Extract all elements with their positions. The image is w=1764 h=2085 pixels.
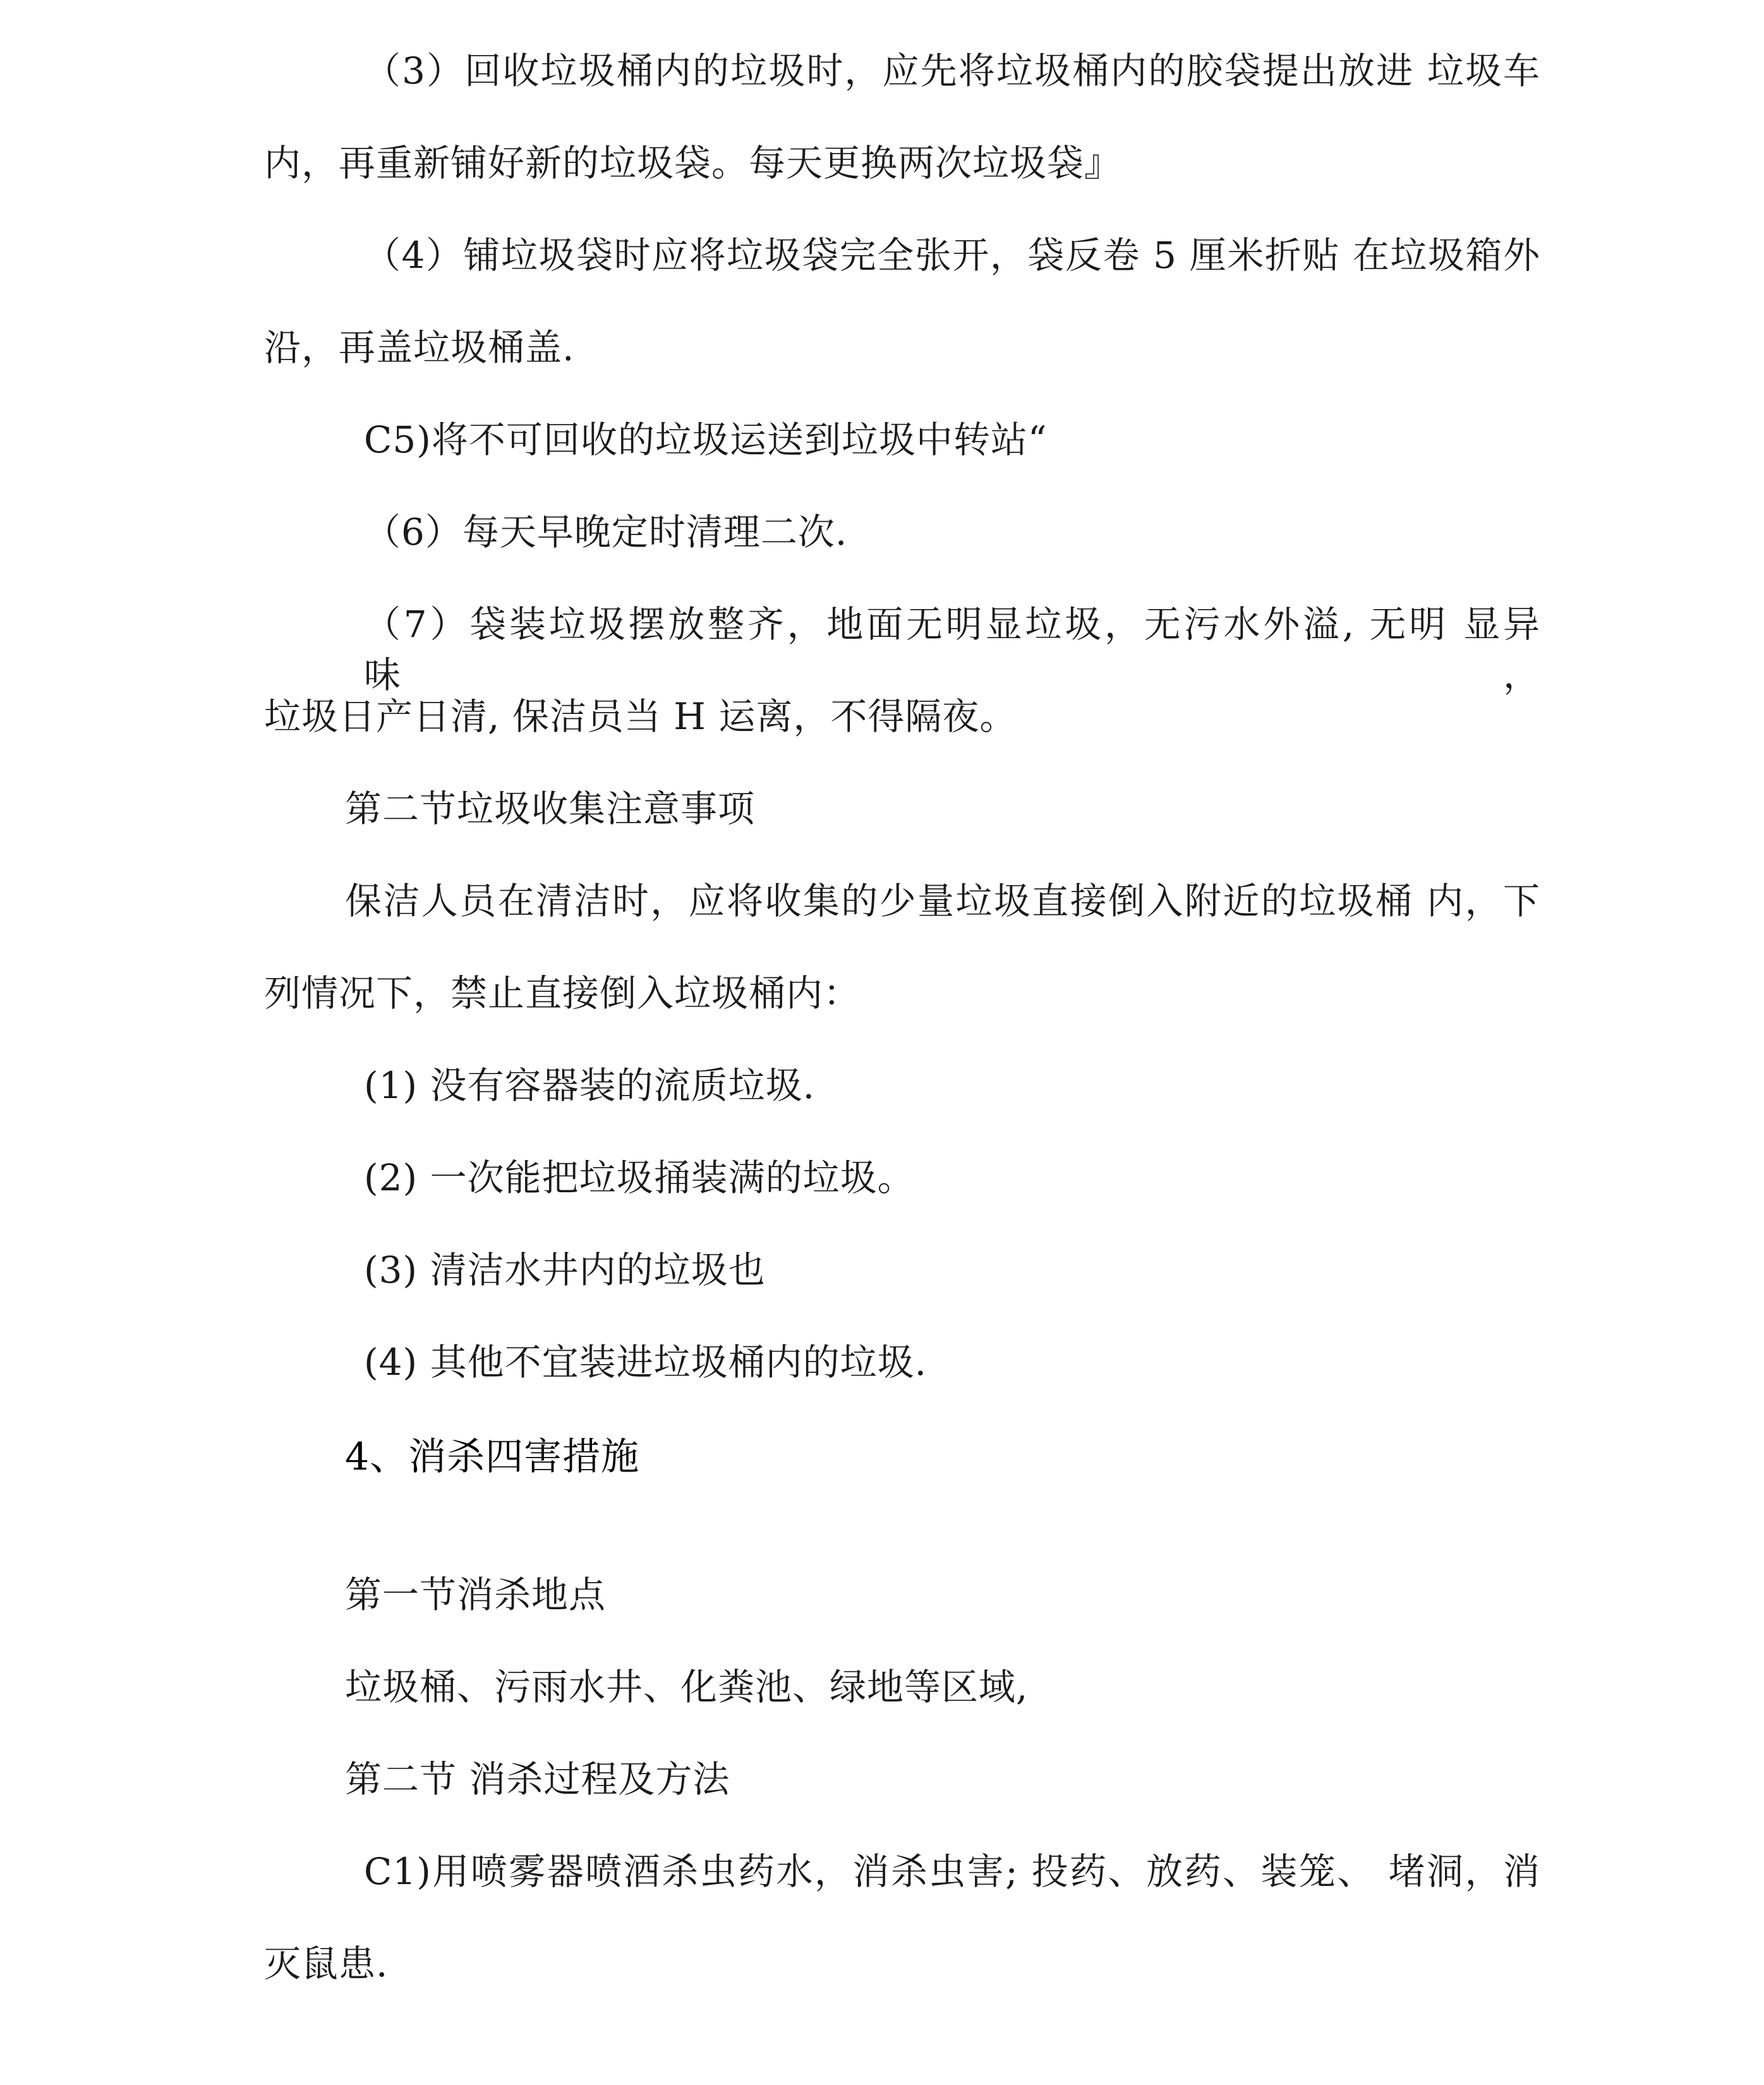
- section-heading: 第二节 消杀过程及方法: [345, 1758, 730, 1801]
- list-item: (1) 没有容器装的流质垃圾.: [364, 1064, 816, 1107]
- paragraph-line: 保洁人员在清洁时，应将收集的少量垃圾直接倒入附近的垃圾桶 内，下: [345, 879, 1540, 922]
- paragraph-line: 沿，再盖垃圾桶盖.: [264, 326, 575, 369]
- paragraph-line: （3）回收垃圾桶内的垃圾时，应先将垃圾桶内的胶袋提出放进 垃圾车: [364, 49, 1540, 92]
- section-heading: 第一节消杀地点: [345, 1573, 607, 1616]
- paragraph-line: 灭鼠患.: [264, 1942, 389, 1985]
- paragraph-line: 列情况下，禁止直接倒入垃圾桶内：: [264, 972, 861, 1015]
- section-heading: 第二节垃圾收集注意事项: [345, 787, 756, 830]
- paragraph-line: 内，再重新铺好新的垃圾袋。每天更换两次垃圾袋』: [264, 142, 1122, 184]
- paragraph-line: C5)将不可回收的垃圾运送到垃圾中转站“: [364, 418, 1048, 461]
- paragraph-line: 垃圾日产日清, 保洁员当 H 运离，不得隔夜。: [264, 695, 1017, 738]
- paragraph-line: C1)用喷雾器喷酒杀虫药水，消杀虫害; 投药、放药、装笼、 堵洞，消: [364, 1850, 1540, 1893]
- list-item: (4) 其他不宜装进垃圾桶内的垃圾.: [364, 1341, 927, 1384]
- paragraph-line: （4）铺垃圾袋时应将垃圾袋完全张开，袋反卷 5 厘米折贴 在垃圾箱外: [364, 234, 1540, 277]
- list-item: (3) 清洁水井内的垃圾也: [364, 1248, 766, 1291]
- paragraph-line: 垃圾桶、污雨水井、化粪池、绿地等区域,: [345, 1665, 1029, 1708]
- chapter-heading: 4、消杀四害措施: [345, 1435, 640, 1479]
- paragraph-line: （6）每天早晚定时清理二次.: [364, 511, 848, 553]
- list-item: (2) 一次能把垃圾捅装满的垃圾。: [364, 1156, 915, 1199]
- paragraph-line: （7）袋装垃圾摆放整齐，地面无明显垃圾，无污水外溢, 无明 显异味，: [364, 603, 1540, 696]
